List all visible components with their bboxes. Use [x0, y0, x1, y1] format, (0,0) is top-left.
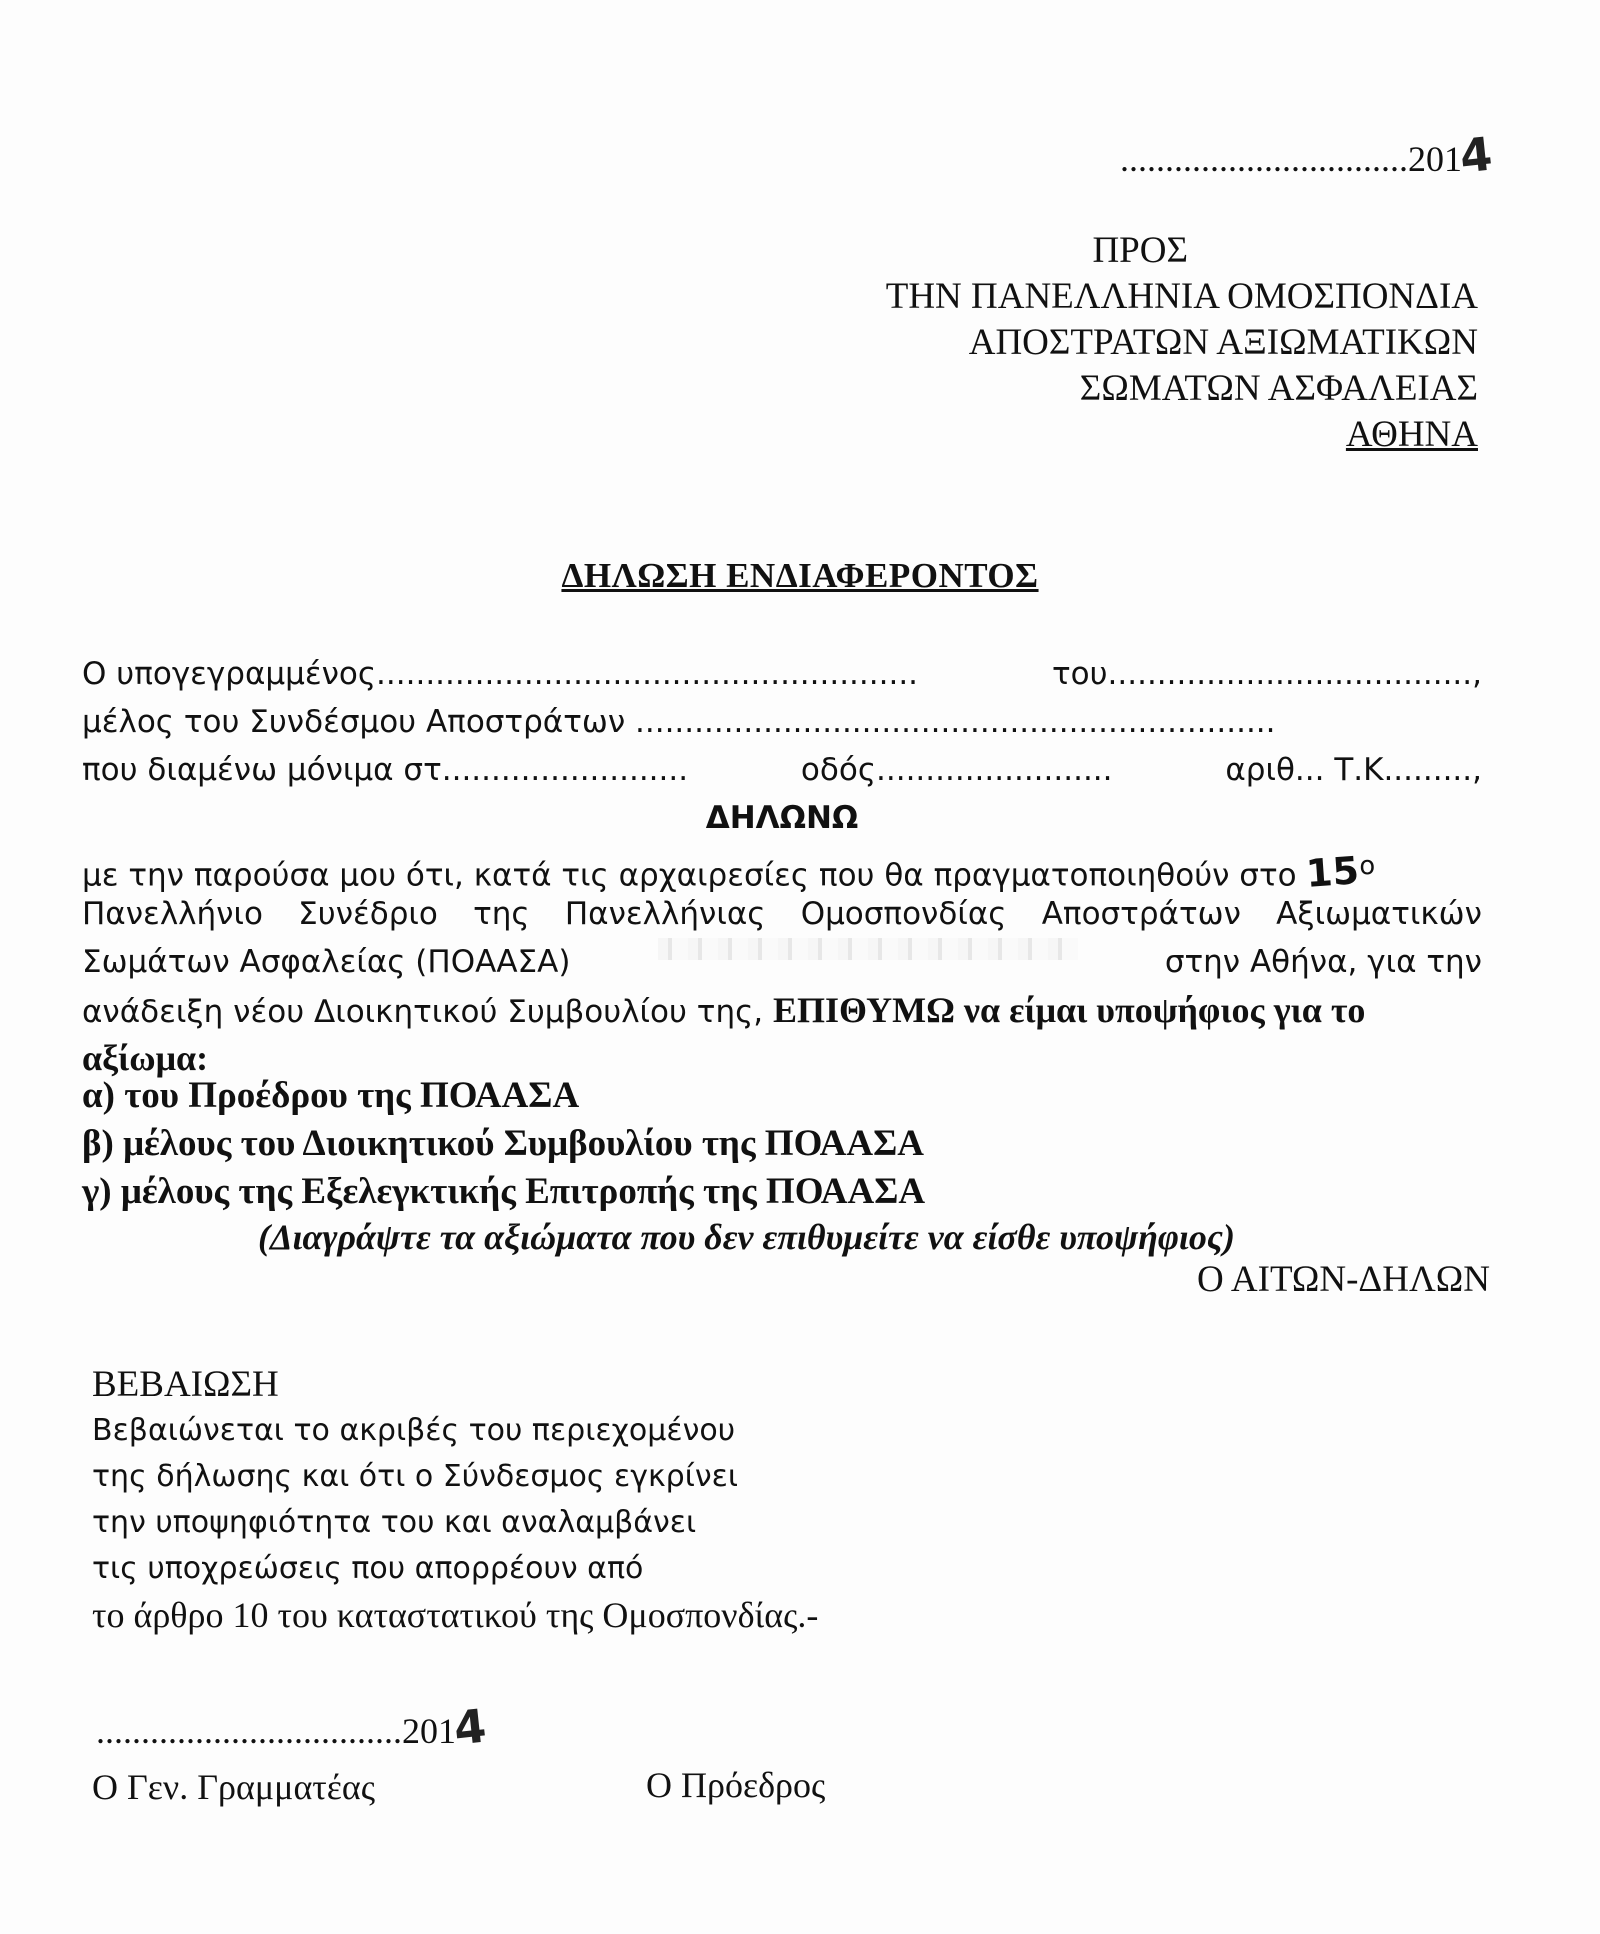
word: Αξιωματικών — [1276, 896, 1482, 932]
paragraph-line-1-text: με την παρούσα μου ότι, κατά τις αρχαιρεσίες που θα πραγματοποιηθούν στο — [82, 857, 1297, 894]
top-date-handwritten-digit: 4 — [1457, 126, 1495, 184]
redacted-area — [658, 938, 1078, 960]
handwritten-ordinal-mark: ο — [1359, 851, 1376, 881]
recipient-to: ΠΡΟΣ — [1092, 230, 1188, 271]
form-street-field: οδός........................ — [800, 752, 1113, 788]
paragraph-line-2 — [82, 890, 1482, 938]
bottom-date-handwritten-digit: 4 — [451, 1698, 489, 1756]
word: Αποστράτων — [1041, 896, 1241, 932]
paragraph-line-3-end: στην Αθήνα, για την — [1164, 944, 1482, 980]
form-residence-field: που διαμένω μόνιμα στ......................... — [82, 752, 689, 788]
certification-line: το άρθρο 10 του καταστατικού της Ομοσπονδίας.- — [92, 1595, 819, 1635]
certification-line: την υποψηφιότητα του και αναλαμβάνει — [92, 1505, 697, 1540]
paragraph-line-1 — [82, 842, 1482, 897]
word: Ομοσπονδίας — [800, 896, 1007, 932]
handwritten-congress-number: 15 — [1304, 848, 1361, 897]
top-date-year: 201 — [1407, 139, 1462, 179]
bottom-date-dots: .................................. — [96, 1711, 402, 1751]
certification-line: τις υποχρεώσεις που απορρέουν από — [92, 1551, 644, 1586]
word: Συνέδριο — [298, 896, 438, 932]
document-title: ΔΗΛΩΣΗ ΕΝΔΙΑΦΕΡΟΝΤΟΣ — [561, 556, 1039, 595]
certification-line: της δήλωσης και ότι ο Σύνδεσμος εγκρίνει — [92, 1459, 738, 1494]
applicant-signature-label: Ο ΑΙΤΩΝ-ΔΗΛΩΝ — [1196, 1259, 1490, 1300]
top-date — [1119, 126, 1495, 184]
form-father-field: του....................................., — [1051, 656, 1482, 692]
recipient-line-1: ΤΗΝ ΠΑΝΕΛΛΗΝΙΑ ΟΜΟΣΠΟΝΔΙΑ — [885, 276, 1478, 317]
office-label: αξίωμα: — [82, 1038, 209, 1078]
recipient-city: ΑΘΗΝΑ — [1345, 414, 1478, 455]
recipient-block — [886, 228, 1478, 458]
president-signature-label: Ο Πρόεδρος — [646, 1765, 826, 1805]
form-line-association: μέλος του Συνδέσμου Αποστράτων ................................................................. — [82, 704, 1276, 740]
option-audit-committee: γ) μέλους της Εξελεγκτικής Επιτροπής της ΠΟΑΑΣΑ — [82, 1171, 926, 1212]
word: Πανελλήνιο — [82, 896, 263, 932]
form-line-address — [82, 746, 1482, 794]
paragraph-line-4 — [82, 986, 1482, 1034]
declaration-body — [82, 650, 1482, 1082]
top-date-dots: ................................ — [1119, 139, 1408, 179]
secretary-signature-label: Ο Γεν. Γραμματέας — [92, 1767, 376, 1807]
word: Πανελλήνιας — [564, 896, 766, 932]
certification-title: ΒΕΒΑΙΩΣΗ — [92, 1364, 279, 1405]
paragraph-line-3-start: Σωμάτων Ασφαλείας (ΠΟΑΑΣΑ) — [82, 944, 571, 980]
certification-line: Βεβαιώνεται το ακριβές του περιεχομένου — [92, 1413, 736, 1448]
declare-heading: ΔΗΛΩΝΩ — [705, 800, 859, 836]
form-name-field: Ο υπογεγραμμένος....................................................... — [82, 656, 919, 692]
option-president: α) του Προέδρου της ΠΟΑΑΣΑ — [82, 1075, 580, 1116]
word: της — [473, 896, 530, 932]
office-options — [82, 1072, 925, 1216]
instruction-note: (Διαγράψτε τα αξιώματα που δεν επιθυμείτε να είσθε υποψήφιος) — [258, 1217, 1235, 1257]
bottom-date — [96, 1698, 489, 1756]
form-number-postcode-field: αριθ... Τ.Κ........., — [1225, 752, 1482, 788]
paragraph-line-4-start: ανάδειξη νέου Διοικητικού Συμβουλίου της, — [82, 994, 764, 1030]
paragraph-line-3 — [82, 938, 1482, 986]
option-board-member: β) μέλους του Διοικητικού Συμβουλίου της ΠΟΑΑΣΑ — [82, 1123, 925, 1164]
recipient-line-3: ΣΩΜΑΤΩΝ ΑΣΦΑΛΕΙΑΣ — [1079, 368, 1478, 409]
certification-block — [92, 1362, 818, 1638]
bottom-date-year: 201 — [402, 1711, 456, 1751]
form-line-name — [82, 650, 1482, 698]
desire-statement: ΕΠΙΘΥΜΩ να είμαι υποψήφιος για το — [773, 990, 1366, 1030]
recipient-line-2: ΑΠΟΣΤΡΑΤΩΝ ΑΞΙΩΜΑΤΙΚΩΝ — [968, 322, 1478, 363]
